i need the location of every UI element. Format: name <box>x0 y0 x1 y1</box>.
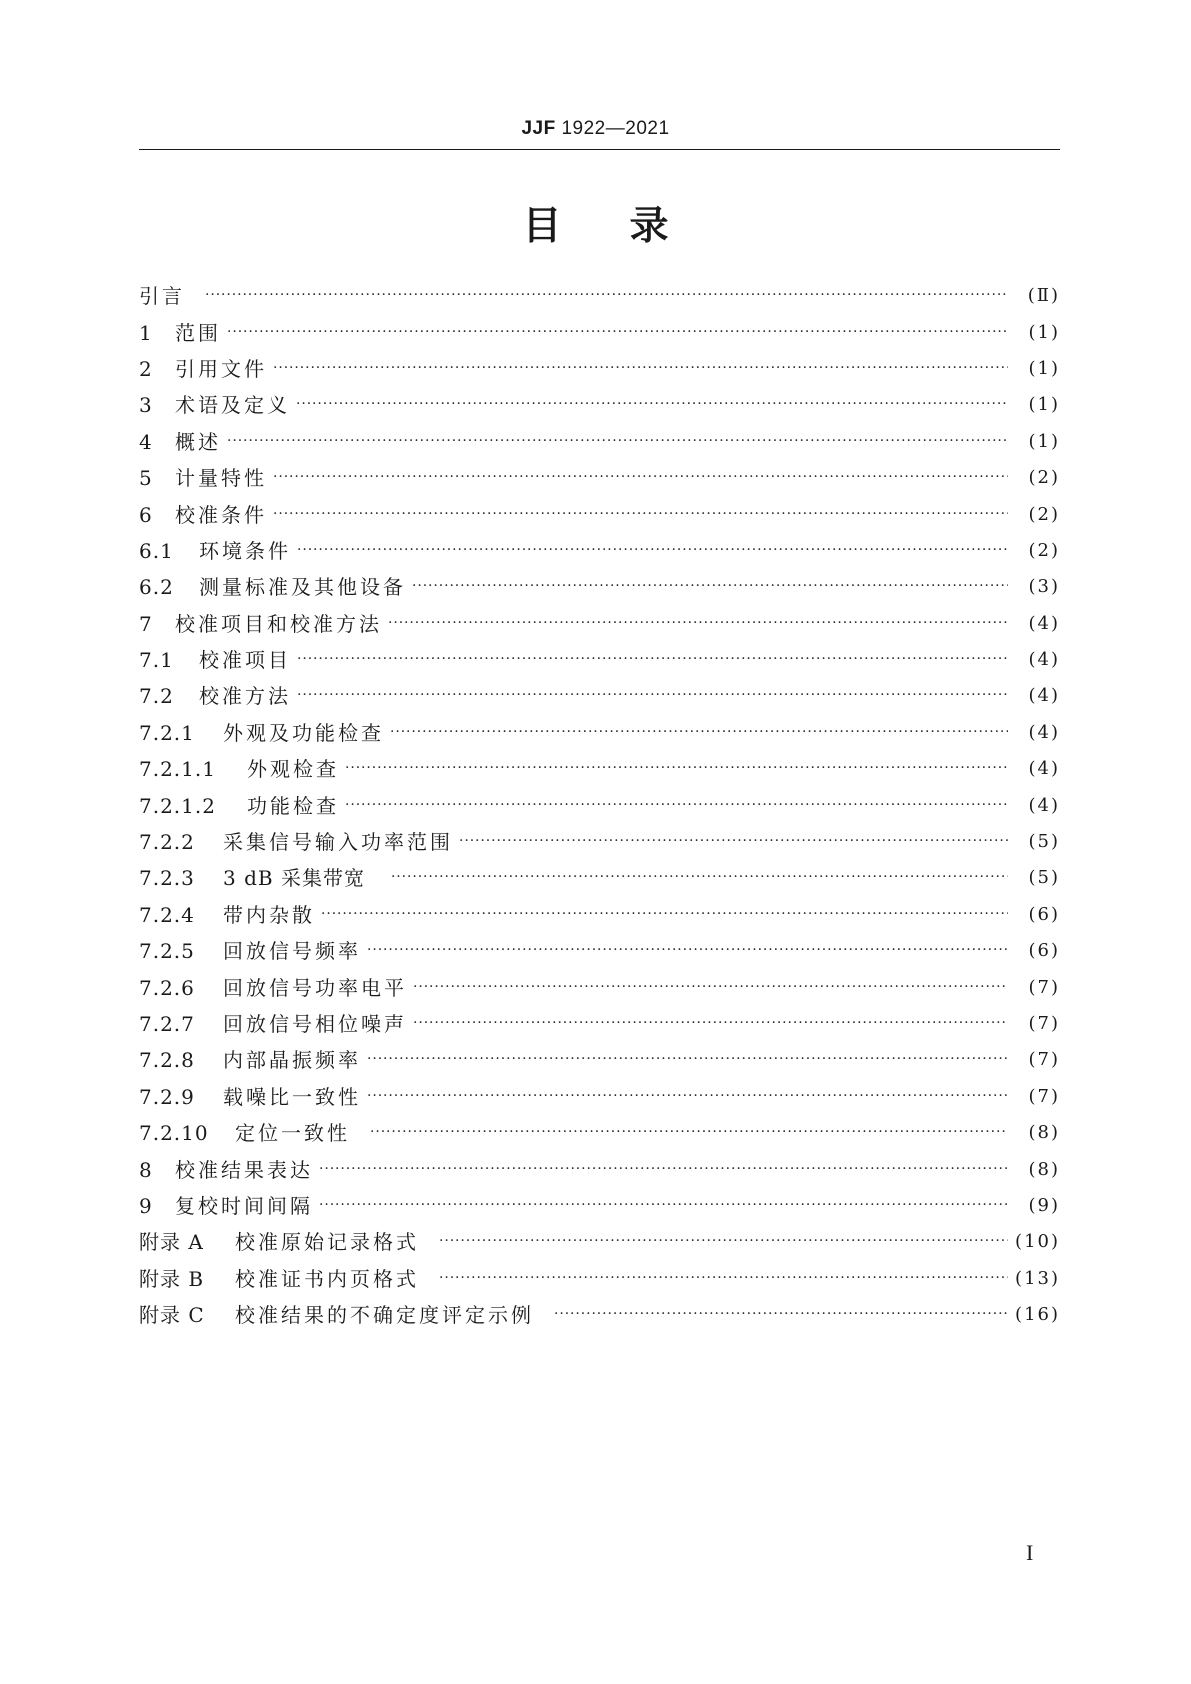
toc-entry-page: (7) <box>1028 976 1060 998</box>
toc-entry[interactable] <box>139 1115 1060 1151</box>
toc-entry-number: 6.2 <box>139 575 174 600</box>
header-divider <box>139 149 1060 150</box>
toc-entry-title: 外观及功能检查 <box>223 720 384 745</box>
toc-entry[interactable] <box>139 678 1060 714</box>
toc-entry-title: 校准项目和校准方法 <box>175 611 382 636</box>
toc-leader-dots <box>388 612 1008 636</box>
toc-entry-page: (1) <box>1028 357 1060 379</box>
toc-entry-number: 附录 B <box>139 1266 205 1291</box>
toc-entry-page: (4) <box>1028 794 1060 816</box>
toc-entry-page: (6) <box>1028 903 1060 925</box>
toc-entry-page: (10) <box>1015 1231 1060 1253</box>
toc-entry-title: 校准方法 <box>199 684 291 709</box>
toc-leader-dots <box>297 648 1008 672</box>
page-title-char-2: 录 <box>629 204 669 249</box>
toc-entry-number: 7.2.5 <box>139 939 195 964</box>
toc-entry[interactable] <box>139 351 1060 387</box>
toc-entry-title: 回放信号相位噪声 <box>223 1012 407 1036</box>
toc-entry-page: (4) <box>1028 685 1060 707</box>
toc-entry-page: (2) <box>1028 467 1060 489</box>
toc-entry[interactable] <box>139 933 1060 969</box>
toc-entry-number: 7.2.7 <box>139 1012 195 1036</box>
toc-leader-dots <box>273 357 1008 381</box>
toc-leader-dots <box>390 721 1008 745</box>
toc-entry[interactable] <box>139 1079 1060 1115</box>
toc-entry-title: 回放信号功率电平 <box>223 975 407 1000</box>
toc-entry[interactable] <box>139 460 1060 496</box>
toc-leader-dots <box>273 466 1008 490</box>
toc-entry-number: 7.2.2 <box>139 830 195 855</box>
toc-entry-page: (1) <box>1028 430 1060 452</box>
toc-entry[interactable] <box>139 1151 1060 1187</box>
toc-entry-title: 校准结果表达 <box>175 1157 313 1182</box>
toc-entry-number: 4 <box>139 429 153 454</box>
toc-entry[interactable] <box>139 1224 1060 1260</box>
toc-entry-page: (16) <box>1015 1304 1060 1326</box>
toc-entry-title: 校准项目 <box>199 648 291 673</box>
toc-leader-dots <box>227 430 1008 454</box>
toc-entry-page: (3) <box>1028 576 1060 598</box>
toc-entry[interactable] <box>139 969 1060 1005</box>
toc-entry-page: (5) <box>1028 831 1060 853</box>
toc-entry-title: 术语及定义 <box>175 393 290 418</box>
toc-entry-number: 7.2 <box>139 684 174 709</box>
toc-entry-page: (5) <box>1028 867 1060 889</box>
toc-entry-title: 环境条件 <box>199 538 291 563</box>
toc-entry-page: (4) <box>1028 649 1060 671</box>
toc-entry-page: (4) <box>1028 758 1060 780</box>
toc-entry-number: 7 <box>139 611 153 636</box>
toc-entry-title: 载噪比一致性 <box>223 1084 361 1109</box>
toc-entry-number: 1 <box>139 320 153 345</box>
toc-entry-title: 回放信号频率 <box>223 939 361 964</box>
toc-leader-dots <box>297 539 1008 563</box>
toc-entry-title: 带内杂散 <box>223 902 315 927</box>
toc-entry-title: 引言 <box>139 284 185 309</box>
toc-entry[interactable] <box>139 496 1060 532</box>
toc-entry-title: 复校时间间隔 <box>175 1193 313 1218</box>
toc-leader-dots <box>296 393 1008 417</box>
document-header <box>0 118 1191 140</box>
toc-leader-dots <box>205 284 1008 308</box>
toc-entry[interactable] <box>139 787 1060 823</box>
toc-entry-number: 附录 C <box>139 1303 205 1328</box>
toc-entry-page: (9) <box>1028 1194 1060 1216</box>
toc-entry-number: 7.2.8 <box>139 1048 195 1073</box>
toc-entry-number: 附录 A <box>139 1230 204 1255</box>
toc-entry-page: (4) <box>1028 721 1060 743</box>
toc-entry-page: (8) <box>1028 1158 1060 1180</box>
toc-leader-dots <box>321 903 1008 927</box>
toc-entry-page: (2) <box>1028 503 1060 525</box>
toc-entry-page: (1) <box>1028 321 1060 343</box>
toc-entry-title: 校准原始记录格式 <box>235 1230 419 1255</box>
toc-entry[interactable] <box>139 1261 1060 1297</box>
toc-entry-title: 概述 <box>175 429 221 454</box>
toc-entry-number: 7.2.4 <box>139 902 195 927</box>
toc-leader-dots <box>345 757 1008 781</box>
toc-leader-dots <box>345 794 1008 818</box>
toc-entry-title: 计量特性 <box>175 466 267 491</box>
toc-entry-title: 范围 <box>175 320 221 345</box>
toc-leader-dots <box>227 321 1008 345</box>
standard-code-prefix: JJF <box>521 118 556 139</box>
toc-entry[interactable] <box>139 1188 1060 1224</box>
toc-entry[interactable] <box>139 569 1060 605</box>
toc-leader-dots <box>367 1048 1008 1072</box>
page-title <box>0 195 1191 251</box>
toc-leader-dots <box>370 1121 1008 1145</box>
toc-entry-title: 定位一致性 <box>235 1121 350 1146</box>
toc-entry-title: 采集信号输入功率范围 <box>223 830 453 855</box>
toc-entry[interactable] <box>139 1042 1060 1078</box>
toc-entry-number: 3 <box>139 393 153 418</box>
toc-entry[interactable] <box>139 1297 1060 1333</box>
toc-entry-title: 功能检查 <box>247 793 339 818</box>
toc-entry-number: 5 <box>139 466 153 491</box>
toc-leader-dots <box>319 1194 1008 1218</box>
toc-entry[interactable] <box>139 606 1060 642</box>
toc-leader-dots <box>297 684 1008 708</box>
toc-leader-dots <box>367 1085 1008 1109</box>
toc-entry-title: 3 dB 采集带宽 <box>223 866 365 891</box>
toc-entry-title: 内部晶振频率 <box>223 1048 361 1073</box>
toc-leader-dots <box>273 503 1008 527</box>
toc-entry-page: (8) <box>1028 1122 1060 1144</box>
toc-entry[interactable] <box>139 824 1060 860</box>
toc-leader-dots <box>412 575 1008 599</box>
toc-entry-title: 校准条件 <box>175 502 267 527</box>
toc-entry-page: (6) <box>1028 940 1060 962</box>
toc-entry-number: 7.2.1.1 <box>139 757 216 782</box>
toc-entry-number: 6.1 <box>139 538 174 563</box>
toc-entry-number: 8 <box>139 1157 153 1182</box>
toc-entry[interactable] <box>139 897 1060 933</box>
toc-leader-dots <box>554 1303 1008 1327</box>
toc-entry[interactable] <box>139 278 1060 314</box>
toc-leader-dots <box>413 976 1008 1000</box>
toc-entry[interactable] <box>139 533 1060 569</box>
toc-entry-page: (7) <box>1028 1049 1060 1071</box>
toc-entry[interactable] <box>139 642 1060 678</box>
toc-entry-title: 校准结果的不确定度评定示例 <box>235 1303 534 1328</box>
toc-entry-number: 7.2.1.2 <box>139 793 216 818</box>
toc-entry-page: (Ⅱ) <box>1027 285 1060 307</box>
toc-entry[interactable] <box>139 715 1060 751</box>
toc-entry-number: 6 <box>139 502 153 527</box>
toc-entry[interactable] <box>139 387 1060 423</box>
toc-entry-title: 校准证书内页格式 <box>235 1266 419 1291</box>
toc-entry-number: 7.2.9 <box>139 1084 195 1109</box>
toc-leader-dots <box>319 1158 1008 1182</box>
toc-entry-page: (2) <box>1028 539 1060 561</box>
toc-entry-title: 测量标准及其他设备 <box>199 575 406 600</box>
toc-leader-dots <box>439 1267 1008 1291</box>
toc-entry-title: 外观检查 <box>247 757 339 782</box>
toc-leader-dots <box>413 1012 1008 1036</box>
toc-leader-dots <box>459 830 1008 854</box>
toc-entry-page: (1) <box>1028 394 1060 416</box>
toc-leader-dots <box>367 939 1008 963</box>
toc-entry-page: (4) <box>1028 612 1060 634</box>
standard-code-number: 1922—2021 <box>561 118 670 139</box>
toc-entry-number: 9 <box>139 1193 153 1218</box>
page-title-char-1: 目 <box>522 204 562 249</box>
toc-entry-number: 7.2.1 <box>139 720 195 745</box>
toc-entry-page: (7) <box>1028 1085 1060 1107</box>
toc-entry[interactable] <box>139 424 1060 460</box>
toc-leader-dots <box>439 1230 1008 1254</box>
toc-entry-number: 2 <box>139 356 153 381</box>
toc-entry[interactable] <box>139 314 1060 350</box>
table-of-contents <box>139 278 1060 1333</box>
toc-leader-dots <box>391 866 1008 890</box>
toc-entry-number: 7.2.10 <box>139 1121 209 1146</box>
toc-entry-page: (7) <box>1028 1013 1060 1034</box>
toc-entry-title: 引用文件 <box>175 356 267 381</box>
toc-entry[interactable] <box>139 1006 1060 1042</box>
toc-entry-page: (13) <box>1015 1267 1060 1289</box>
toc-entry-number: 7.2.3 <box>139 866 195 891</box>
toc-entry-number: 7.2.6 <box>139 975 195 1000</box>
toc-entry-number: 7.1 <box>139 648 174 673</box>
toc-entry[interactable] <box>139 751 1060 787</box>
page-number: I <box>1026 1540 1034 1565</box>
toc-entry[interactable] <box>139 860 1060 896</box>
